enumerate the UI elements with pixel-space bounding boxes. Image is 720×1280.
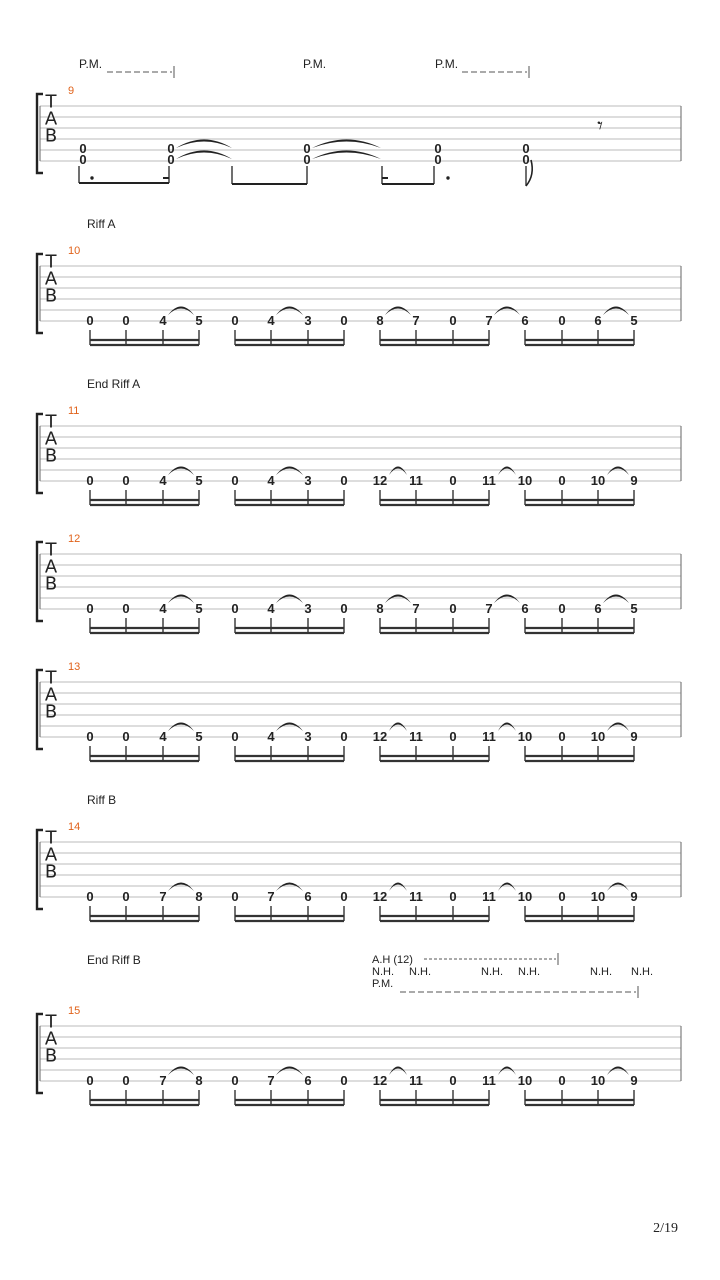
fret-number: 11 xyxy=(482,889,496,904)
fret-number: 0 xyxy=(522,141,530,156)
fret-number: 11 xyxy=(482,473,496,488)
fret-number: 11 xyxy=(409,473,423,488)
fret-number: 0 xyxy=(231,1073,239,1088)
slur-tie xyxy=(389,467,407,476)
tab-clef-letter: A xyxy=(44,428,58,450)
slur-tie xyxy=(168,467,194,476)
fret-number: 10 xyxy=(517,1073,533,1088)
fret-number: 0 xyxy=(86,601,94,616)
fret-number: 0 xyxy=(122,729,130,744)
fret-number: 0 xyxy=(122,1073,130,1088)
riff-label: End Riff B xyxy=(87,953,141,967)
fret-number: 10 xyxy=(590,729,606,744)
fret-number: 0 xyxy=(231,729,239,744)
tab-clef-letter: B xyxy=(44,701,58,723)
slur-tie xyxy=(603,595,629,604)
slur-tie xyxy=(168,595,194,604)
fret-number: 0 xyxy=(231,889,239,904)
tab-clef-letter: T xyxy=(45,1011,57,1033)
tab-clef-letter: A xyxy=(44,684,58,706)
fret-number: 7 xyxy=(267,1073,275,1088)
fret-number: 9 xyxy=(630,473,638,488)
fret-number: 6 xyxy=(304,1073,312,1088)
fret-number: 0 xyxy=(167,141,175,156)
fret-number: 6 xyxy=(521,601,529,616)
fret-number: 11 xyxy=(409,729,423,744)
fret-number: 7 xyxy=(267,889,275,904)
fret-number: 9 xyxy=(630,1073,638,1088)
slur-tie xyxy=(607,883,629,892)
slur-tie xyxy=(276,723,303,732)
fret-number: 6 xyxy=(594,313,602,328)
fret-number: 4 xyxy=(267,729,275,744)
natural-harmonic-marking: N.H. xyxy=(590,966,612,978)
fret-number: 3 xyxy=(304,473,312,488)
fret-number: 5 xyxy=(195,313,203,328)
measure-number: 15 xyxy=(68,1005,81,1017)
tab-clef-letter: T xyxy=(45,539,57,561)
fret-number: 9 xyxy=(630,889,638,904)
fret-number: 0 xyxy=(340,729,348,744)
fret-number: 6 xyxy=(594,601,602,616)
slur-tie xyxy=(607,467,629,476)
slur-tie xyxy=(168,307,194,316)
slur-tie xyxy=(168,1067,194,1076)
tab-clef-letter: B xyxy=(44,445,58,467)
fret-number: 0 xyxy=(434,152,442,167)
measure-number: 12 xyxy=(68,533,81,545)
fret-number: 8 xyxy=(195,1073,203,1088)
fret-number: 6 xyxy=(304,889,312,904)
fret-number: 7 xyxy=(485,601,493,616)
slur-tie xyxy=(498,883,516,892)
fret-number: 7 xyxy=(159,889,167,904)
tab-clef-letter: T xyxy=(45,827,57,849)
natural-harmonic-marking: N.H. xyxy=(372,966,394,978)
tab-clef-letter: T xyxy=(45,91,57,113)
measure-number: 13 xyxy=(68,661,81,673)
tab-clef-letter: T xyxy=(45,251,57,273)
fret-number: 12 xyxy=(372,473,388,488)
fret-number: 0 xyxy=(86,1073,94,1088)
fret-number: 0 xyxy=(449,313,457,328)
fret-number: 7 xyxy=(412,313,420,328)
fret-number: 4 xyxy=(159,313,167,328)
tab-clef-letter: T xyxy=(45,411,57,433)
fret-number: 8 xyxy=(195,889,203,904)
slur-tie xyxy=(498,467,516,476)
riff-label: Riff A xyxy=(87,217,116,231)
fret-number: 4 xyxy=(159,601,167,616)
fret-number: 0 xyxy=(449,601,457,616)
fret-number: 3 xyxy=(304,313,312,328)
fret-number: 4 xyxy=(267,473,275,488)
fret-number: 0 xyxy=(449,1073,457,1088)
page-number: 2/19 xyxy=(653,1221,678,1236)
fret-number: 0 xyxy=(122,889,130,904)
fret-number: 0 xyxy=(231,473,239,488)
slur-tie xyxy=(385,307,411,316)
fret-number: 0 xyxy=(340,313,348,328)
natural-harmonic-marking: N.H. xyxy=(518,966,540,978)
fret-number: 10 xyxy=(517,889,533,904)
fret-number: 0 xyxy=(558,729,566,744)
fret-number: 5 xyxy=(195,729,203,744)
fret-number: 12 xyxy=(372,729,388,744)
tab-clef-letter: A xyxy=(44,108,58,130)
measure-number: 14 xyxy=(68,821,81,833)
slur-tie xyxy=(276,307,303,316)
fret-number: 4 xyxy=(267,601,275,616)
fret-number: 0 xyxy=(449,729,457,744)
fret-number: 3 xyxy=(304,601,312,616)
fret-number: 0 xyxy=(558,889,566,904)
fret-number: 0 xyxy=(86,473,94,488)
fret-number: 0 xyxy=(122,313,130,328)
fret-number: 0 xyxy=(340,473,348,488)
slur-tie xyxy=(494,595,520,604)
measure-number: 10 xyxy=(68,245,81,257)
fret-number: 4 xyxy=(267,313,275,328)
fret-number: 7 xyxy=(412,601,420,616)
tab-clef-letter: B xyxy=(44,861,58,883)
fret-number: 0 xyxy=(79,152,87,167)
fret-number: 0 xyxy=(86,889,94,904)
fret-number: 7 xyxy=(159,1073,167,1088)
slur-tie xyxy=(312,151,381,160)
tab-clef-letter: A xyxy=(44,844,58,866)
tab-clef-letter: B xyxy=(44,285,58,307)
dot xyxy=(446,176,449,179)
fret-number: 0 xyxy=(122,473,130,488)
fret-number: 0 xyxy=(558,473,566,488)
tab-clef-letter: A xyxy=(44,1028,58,1050)
fret-number: 0 xyxy=(449,889,457,904)
pm-marking: P.M. xyxy=(435,57,459,71)
slur-tie xyxy=(276,595,303,604)
fret-number: 0 xyxy=(558,1073,566,1088)
fret-number: 11 xyxy=(409,1073,423,1088)
fret-number: 0 xyxy=(86,729,94,744)
riff-label: End Riff A xyxy=(87,377,141,391)
fret-number: 4 xyxy=(159,729,167,744)
fret-number: 0 xyxy=(231,313,239,328)
fret-number: 3 xyxy=(304,729,312,744)
fret-number: 0 xyxy=(303,141,311,156)
fret-number: 0 xyxy=(522,152,530,167)
artificial-harmonic-marking: A.H (12) xyxy=(372,954,413,966)
eighth-rest: 𝄾 xyxy=(597,114,603,139)
tab-clef-letter: T xyxy=(45,667,57,689)
fret-number: 0 xyxy=(434,141,442,156)
fret-number: 5 xyxy=(630,601,638,616)
fret-number: 0 xyxy=(122,601,130,616)
fret-number: 8 xyxy=(376,601,384,616)
fret-number: 10 xyxy=(517,729,533,744)
riff-label: Riff B xyxy=(87,793,117,807)
pm-marking: P.M. xyxy=(372,978,394,990)
fret-number: 0 xyxy=(303,152,311,167)
fret-number: 0 xyxy=(86,313,94,328)
slur-tie xyxy=(389,1067,407,1076)
slur-tie xyxy=(168,883,194,892)
slur-tie xyxy=(389,723,407,732)
fret-number: 0 xyxy=(340,889,348,904)
fret-number: 10 xyxy=(590,1073,606,1088)
slur-tie xyxy=(276,467,303,476)
tab-clef-letter: A xyxy=(44,268,58,290)
pm-marking: P.M. xyxy=(303,57,327,71)
slur-tie xyxy=(603,307,629,316)
slur-tie xyxy=(176,140,232,149)
fret-number: 0 xyxy=(449,473,457,488)
fret-number: 5 xyxy=(630,313,638,328)
tab-clef-letter: B xyxy=(44,1045,58,1067)
fret-number: 5 xyxy=(195,473,203,488)
fret-number: 0 xyxy=(79,141,87,156)
slur-tie xyxy=(607,1067,629,1076)
fret-number: 0 xyxy=(340,1073,348,1088)
pm-marking: P.M. xyxy=(79,57,103,71)
measure-number: 11 xyxy=(68,405,80,417)
slur-tie xyxy=(607,723,629,732)
fret-number: 7 xyxy=(485,313,493,328)
fret-number: 10 xyxy=(590,473,606,488)
fret-number: 12 xyxy=(372,889,388,904)
fret-number: 9 xyxy=(630,729,638,744)
fret-number: 11 xyxy=(409,889,423,904)
dot xyxy=(90,176,93,179)
slur-tie xyxy=(276,1067,303,1076)
slur-tie xyxy=(168,723,194,732)
fret-number: 6 xyxy=(521,313,529,328)
fret-number: 0 xyxy=(167,152,175,167)
fret-number: 8 xyxy=(376,313,384,328)
slur-tie xyxy=(389,883,407,892)
fret-number: 5 xyxy=(195,601,203,616)
fret-number: 11 xyxy=(482,729,496,744)
fret-number: 11 xyxy=(482,1073,496,1088)
slur-tie xyxy=(176,151,232,160)
fret-number: 0 xyxy=(558,313,566,328)
natural-harmonic-marking: N.H. xyxy=(631,966,653,978)
slur-tie xyxy=(498,723,516,732)
natural-harmonic-marking: N.H. xyxy=(481,966,503,978)
slur-tie xyxy=(494,307,520,316)
measure-number: 9 xyxy=(68,85,75,97)
fret-number: 0 xyxy=(558,601,566,616)
tab-clef-letter: B xyxy=(44,125,58,147)
fret-number: 4 xyxy=(159,473,167,488)
slur-tie xyxy=(498,1067,516,1076)
slur-tie xyxy=(385,595,411,604)
fret-number: 10 xyxy=(590,889,606,904)
tab-clef-letter: B xyxy=(44,573,58,595)
tab-clef-letter: A xyxy=(44,556,58,578)
natural-harmonic-marking: N.H. xyxy=(409,966,431,978)
fret-number: 10 xyxy=(517,473,533,488)
slur-tie xyxy=(312,140,381,149)
fret-number: 0 xyxy=(231,601,239,616)
slur-tie xyxy=(276,883,303,892)
fret-number: 0 xyxy=(340,601,348,616)
fret-number: 12 xyxy=(372,1073,388,1088)
